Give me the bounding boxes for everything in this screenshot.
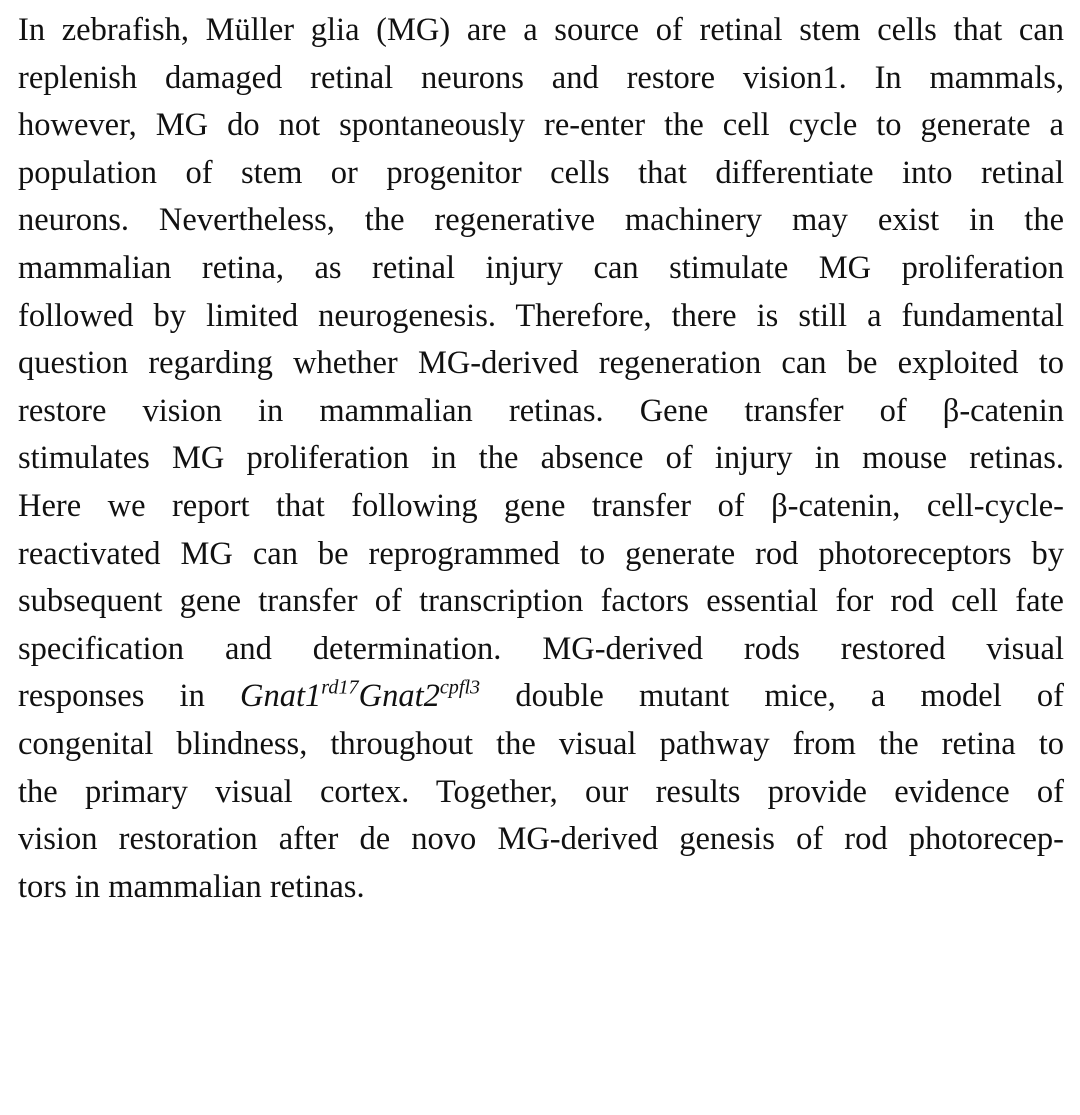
text-line: congenital blindness, throughout the visual pathway from the retina to: [18, 725, 1064, 762]
text-line: mammalian retina, as retinal injury can stimulate MG proliferation: [18, 249, 1064, 286]
text-line: subsequent gene transfer of transcription factors essential for rod cell fate: [18, 583, 1064, 620]
text-fragment: double mutant mice, a model of: [480, 678, 1064, 715]
text-line: replenish damaged retinal neurons and restore vision1. In mammals,: [18, 59, 1064, 96]
text-line: neurons. Nevertheless, the regenerative machinery may exist in the: [18, 202, 1064, 239]
allele-superscript-cpfl3: cpfl3: [439, 676, 481, 699]
gene-name-gnat2: Gnat2: [358, 678, 440, 715]
text-line: the primary visual cortex. Together, our results provide evidence of: [18, 773, 1064, 810]
text-line: reactivated MG can be reprogrammed to generate rod photoreceptors by: [18, 535, 1064, 572]
abstract-paragraph: [18, 7, 1064, 911]
text-line: tors in mammalian retinas.: [18, 868, 365, 905]
text-line: restore vision in mammalian retinas. Gene transfer of β-catenin: [18, 392, 1064, 429]
text-line: specification and determination. MG-derived rods restored visual: [18, 630, 1064, 667]
text-fragment: responses in: [18, 678, 241, 715]
text-line: In zebrafish, Müller glia (MG) are a source of retinal stem cells that can: [18, 12, 1064, 48]
text-line: Here we report that following gene transfer of β-catenin, cell-cycle-: [18, 487, 1064, 524]
text-line: stimulates MG proliferation in the absence of injury in mouse retinas.: [18, 440, 1064, 477]
text-line: however, MG do not spontaneously re-enter the cell cycle to generate a: [18, 107, 1064, 144]
text-line: population of stem or progenitor cells that differentiate into retinal: [18, 154, 1064, 191]
allele-superscript-rd17: rd17: [321, 676, 359, 699]
text-line: vision restoration after de novo MG-derived genesis of rod photorecep-: [18, 821, 1064, 858]
text-line-genotype: [18, 673, 1064, 721]
text-line: question regarding whether MG-derived regeneration can be exploited to: [18, 345, 1064, 382]
text-line: followed by limited neurogenesis. Therefore, there is still a fundamental: [18, 297, 1064, 334]
gene-name-gnat1: Gnat1: [240, 678, 322, 715]
